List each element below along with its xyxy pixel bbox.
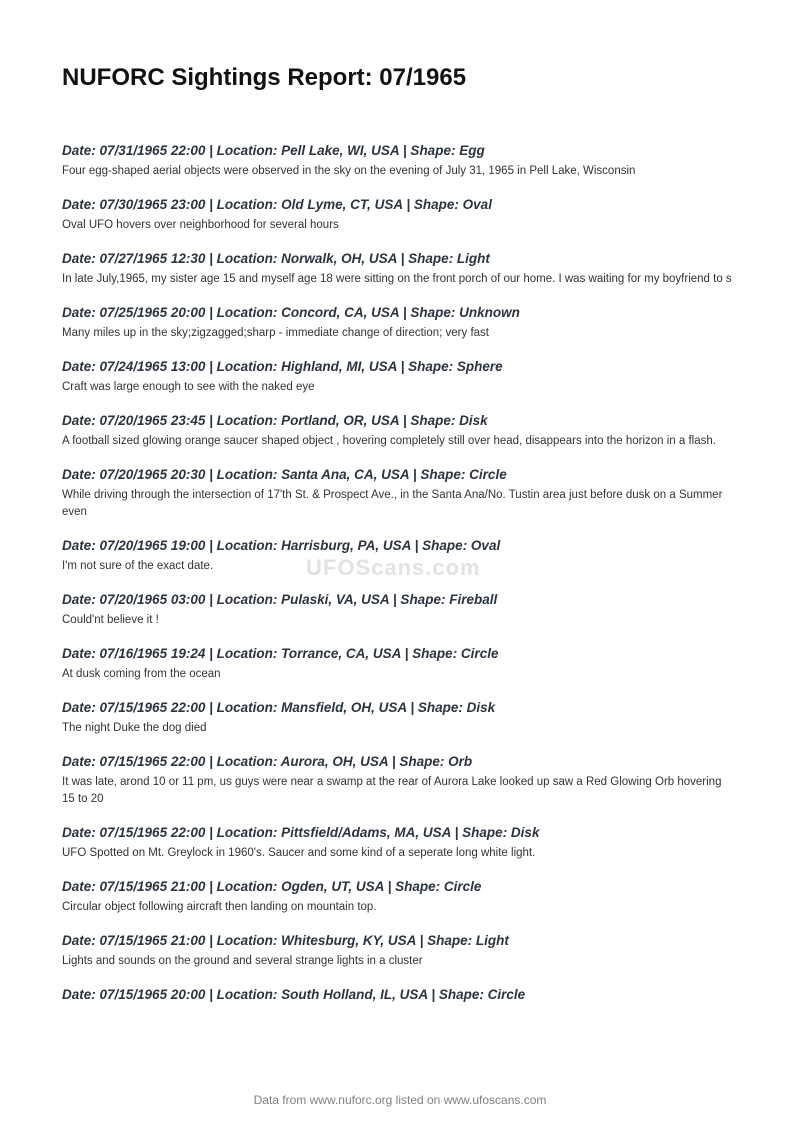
entry-header: Date: 07/30/1965 23:00 | Location: Old Lyme, CT, USA | Shape: Oval xyxy=(62,197,492,212)
list-item xyxy=(62,878,732,916)
entry-description: Lights and sounds on the ground and several strange lights in a cluster xyxy=(62,955,423,967)
entry-description: A football sized glowing orange saucer shaped object , hovering completely still over head, disappears into the horizon in a flash. xyxy=(62,435,716,447)
list-item xyxy=(62,250,732,288)
list-item xyxy=(62,412,732,450)
list-item xyxy=(62,142,732,180)
sightings-list xyxy=(62,142,732,1020)
entry-header: Date: 07/15/1965 21:00 | Location: Ogden, UT, USA | Shape: Circle xyxy=(62,879,482,894)
entry-description: The night Duke the dog died xyxy=(62,722,207,734)
list-item xyxy=(62,358,732,396)
list-item xyxy=(62,753,732,808)
entry-header: Date: 07/25/1965 20:00 | Location: Concord, CA, USA | Shape: Unknown xyxy=(62,305,520,320)
entry-description: Oval UFO hovers over neighborhood for several hours xyxy=(62,219,339,231)
list-item xyxy=(62,304,732,342)
entry-header: Date: 07/15/1965 22:00 | Location: Mansfield, OH, USA | Shape: Disk xyxy=(62,700,496,715)
page-title: NUFORC Sightings Report: 07/1965 xyxy=(62,64,467,91)
entry-header: Date: 07/20/1965 23:45 | Location: Portland, OR, USA | Shape: Disk xyxy=(62,413,488,428)
entry-header: Date: 07/15/1965 21:00 | Location: Whitesburg, KY, USA | Shape: Light xyxy=(62,933,509,948)
entry-description: Four egg-shaped aerial objects were observed in the sky on the evening of July 31, 1965 in Pell Lake, Wisconsin xyxy=(62,165,636,177)
entry-description: Could'nt believe it ! xyxy=(62,614,159,626)
list-item xyxy=(62,932,732,970)
list-item xyxy=(62,466,732,521)
entry-description: At dusk coming from the ocean xyxy=(62,668,221,680)
entry-header: Date: 07/15/1965 22:00 | Location: Aurora, OH, USA | Shape: Orb xyxy=(62,754,473,769)
entry-header: Date: 07/15/1965 20:00 | Location: South Holland, IL, USA | Shape: Circle xyxy=(62,987,526,1002)
entry-header: Date: 07/16/1965 19:24 | Location: Torrance, CA, USA | Shape: Circle xyxy=(62,646,499,661)
entry-description: I'm not sure of the exact date. xyxy=(62,560,214,572)
entry-description: Craft was large enough to see with the naked eye xyxy=(62,381,315,393)
entry-header: Date: 07/20/1965 03:00 | Location: Pulaski, VA, USA | Shape: Fireball xyxy=(62,592,498,607)
entry-header: Date: 07/24/1965 13:00 | Location: Highland, MI, USA | Shape: Sphere xyxy=(62,359,503,374)
list-item xyxy=(62,537,732,575)
entry-description: In late July,1965, my sister age 15 and myself age 18 were sitting on the front porch of our home. I was waiting for my boyfriend to s xyxy=(62,273,732,285)
entry-description: While driving through the intersection of 17'th St. & Prospect Ave., in the Santa Ana/No. Tustin area just before dusk on a Summer even xyxy=(62,489,723,518)
list-item xyxy=(62,986,732,1004)
entry-header: Date: 07/15/1965 22:00 | Location: Pittsfield/Adams, MA, USA | Shape: Disk xyxy=(62,825,540,840)
entry-description: Circular object following aircraft then landing on mountain top. xyxy=(62,901,377,913)
list-item xyxy=(62,591,732,629)
entry-description: It was late, arond 10 or 11 pm, us guys were near a swamp at the rear of Aurora Lake looked up saw a Red Glowing Orb hovering 15 to 20 xyxy=(62,776,722,805)
list-item xyxy=(62,824,732,862)
entry-description: Many miles up in the sky;zigzagged;sharp - immediate change of direction; very fast xyxy=(62,327,489,339)
entry-header: Date: 07/20/1965 19:00 | Location: Harrisburg, PA, USA | Shape: Oval xyxy=(62,538,501,553)
list-item xyxy=(62,699,732,737)
entry-header: Date: 07/20/1965 20:30 | Location: Santa Ana, CA, USA | Shape: Circle xyxy=(62,467,507,482)
page-footer: Data from www.nuforc.org listed on www.ufoscans.com xyxy=(253,1093,547,1107)
entry-header: Date: 07/31/1965 22:00 | Location: Pell Lake, WI, USA | Shape: Egg xyxy=(62,143,485,158)
entry-description: UFO Spotted on Mt. Greylock in 1960's. Saucer and some kind of a seperate long white light. xyxy=(62,847,536,859)
entry-header: Date: 07/27/1965 12:30 | Location: Norwalk, OH, USA | Shape: Light xyxy=(62,251,490,266)
list-item xyxy=(62,645,732,683)
watermark: UFOScans.com xyxy=(306,555,481,580)
list-item xyxy=(62,196,732,234)
